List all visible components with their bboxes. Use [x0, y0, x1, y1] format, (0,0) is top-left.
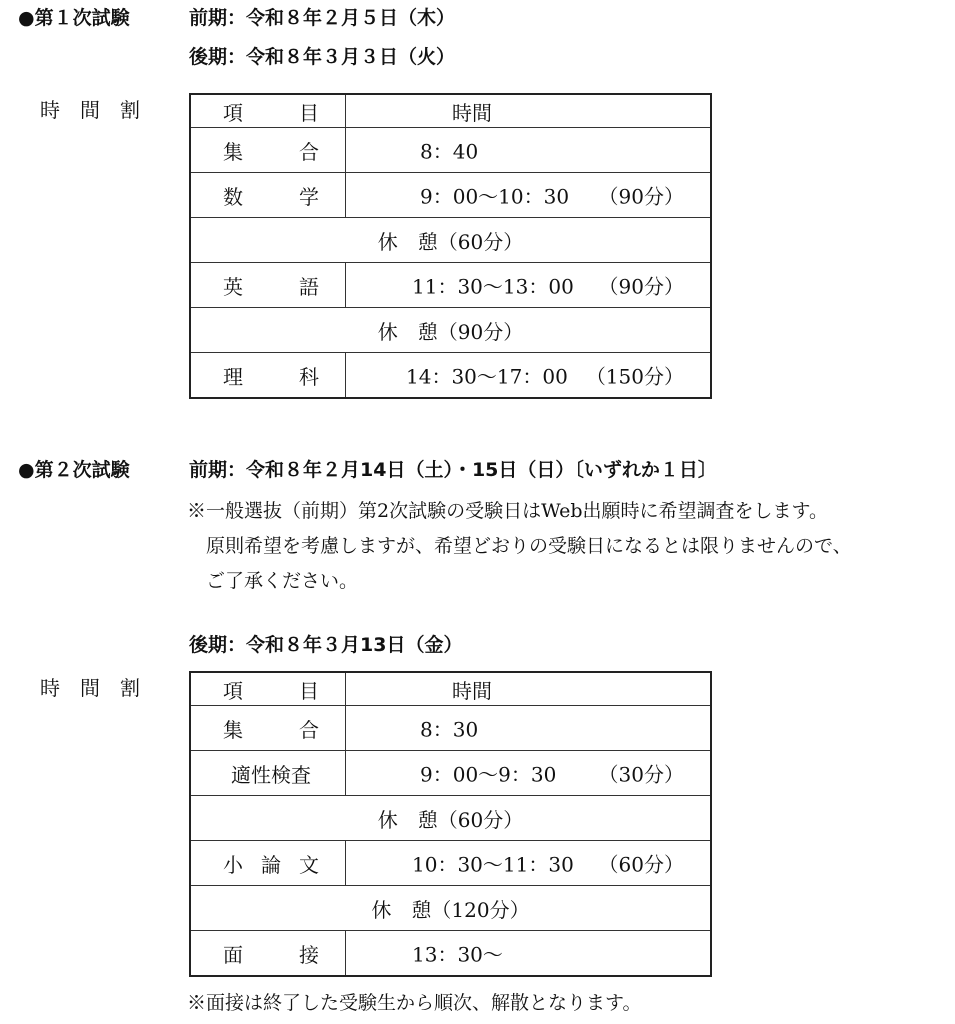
cell-char: 科	[299, 364, 319, 389]
header-time-label	[346, 679, 634, 703]
table-row	[190, 263, 711, 308]
header-time-label	[346, 101, 634, 125]
header-item	[190, 94, 346, 128]
item-label	[191, 759, 345, 788]
time-range: 8：30	[420, 717, 479, 742]
time-range: 8：40	[420, 139, 479, 164]
break-cell: 休 憩（90分）	[190, 308, 711, 353]
table-header-row	[190, 94, 711, 128]
cell-char: 論	[261, 852, 281, 877]
time-range: 9：00〜9：30	[420, 762, 557, 787]
table-row	[190, 751, 711, 796]
item-cell	[190, 263, 346, 308]
item-cell	[190, 353, 346, 399]
exam2-note-line-3: ご了承ください。	[187, 570, 359, 592]
item-label	[191, 136, 345, 165]
exam1-kouki-date: 後期：令和８年３月３日（火）	[189, 46, 456, 68]
header-time	[346, 94, 712, 128]
table-header-row	[190, 672, 711, 706]
time-range: 9：00〜10：30	[420, 184, 570, 209]
table-row	[190, 218, 711, 263]
cell-char: 時	[452, 100, 472, 125]
table-row	[190, 308, 711, 353]
time-cell	[346, 706, 712, 751]
cell-char: 時	[452, 678, 472, 703]
table-row	[190, 841, 711, 886]
cell-char: 間	[472, 100, 492, 125]
break-cell: 休 憩（60分）	[190, 796, 711, 841]
time-cell	[346, 353, 712, 399]
item-cell	[190, 128, 346, 173]
time-range: 10：30〜11：30	[412, 852, 574, 877]
item-cell	[190, 173, 346, 218]
item-label	[191, 181, 345, 210]
exam1-timetable-label: 時間割	[40, 98, 160, 122]
cell-char: 英	[223, 274, 243, 299]
exam2-note-line-1: ※一般選抜（前期）第2次試験の受験日はWeb出願時に希望調査をします。	[187, 500, 828, 522]
duration: （150分）	[585, 364, 684, 389]
time-cell	[346, 263, 712, 308]
header-item	[190, 672, 346, 706]
cell-char: 語	[299, 274, 319, 299]
table-row	[190, 796, 711, 841]
cell-char: 目	[299, 100, 319, 125]
cell-char: 接	[299, 942, 319, 967]
cell-char: 合	[299, 717, 319, 742]
exam2-timetable	[189, 671, 712, 977]
time-range: 13：30〜	[412, 942, 503, 967]
cell-char: 面	[223, 942, 243, 967]
time-cell	[346, 931, 712, 977]
cell-char: 小	[223, 852, 243, 877]
cell-char: 集	[223, 717, 243, 742]
exam2-kouki-date: 後期：令和８年３月13日（金）	[189, 634, 463, 656]
item-label	[191, 714, 345, 743]
cell-char: 項	[223, 100, 243, 125]
item-label	[191, 271, 345, 300]
cell-char: 学	[299, 184, 319, 209]
exam1-title: ●第１次試験	[18, 7, 130, 29]
duration: （60分）	[598, 852, 684, 877]
time-cell	[346, 841, 712, 886]
item-cell	[190, 841, 346, 886]
time-range: 14：30〜17：00	[406, 364, 568, 389]
cell-char: 合	[299, 139, 319, 164]
cell-char: 項	[223, 678, 243, 703]
cell-char: 理	[223, 364, 243, 389]
cell-char: 目	[299, 678, 319, 703]
duration: （90分）	[598, 274, 684, 299]
break-cell: 休 憩（120分）	[190, 886, 711, 931]
cell-char: 文	[299, 852, 319, 877]
table-row	[190, 931, 711, 977]
exam1-zenki-date: 前期：令和８年２月５日（木）	[189, 7, 456, 29]
exam2-zenki-date: 前期：令和８年２月14日（土）・15日（日）〔いずれか１日〕	[189, 459, 717, 481]
header-item-label	[191, 97, 345, 126]
exam2-timetable-label: 時間割	[40, 676, 160, 700]
item-cell	[190, 931, 346, 977]
item-label	[191, 939, 345, 968]
duration: （90分）	[598, 184, 684, 209]
cell-char: 集	[223, 139, 243, 164]
table-row	[190, 173, 711, 218]
time-range: 11：30〜13：00	[412, 274, 574, 299]
cell-char: 間	[472, 678, 492, 703]
item-cell	[190, 706, 346, 751]
header-item-label	[191, 675, 345, 704]
exam2-title: ●第２次試験	[18, 459, 130, 481]
time-cell	[346, 128, 712, 173]
cell-char: 数	[223, 184, 243, 209]
item-label	[191, 361, 345, 390]
header-time	[346, 672, 712, 706]
item-label	[191, 849, 345, 878]
exam2-footer-note: ※面接は終了した受験生から順次、解散となります。	[187, 992, 642, 1014]
exam1-timetable	[189, 93, 712, 399]
table-row	[190, 886, 711, 931]
break-cell: 休 憩（60分）	[190, 218, 711, 263]
time-cell	[346, 173, 712, 218]
table-row	[190, 706, 711, 751]
duration: （30分）	[598, 762, 684, 787]
item-cell	[190, 751, 346, 796]
time-cell	[346, 751, 712, 796]
table-row	[190, 353, 711, 399]
exam2-note-line-2: 原則希望を考慮しますが、希望どおりの受験日になるとは限りませんので、	[187, 535, 852, 557]
cell-char: 適性検査	[231, 762, 311, 787]
table-row	[190, 128, 711, 173]
